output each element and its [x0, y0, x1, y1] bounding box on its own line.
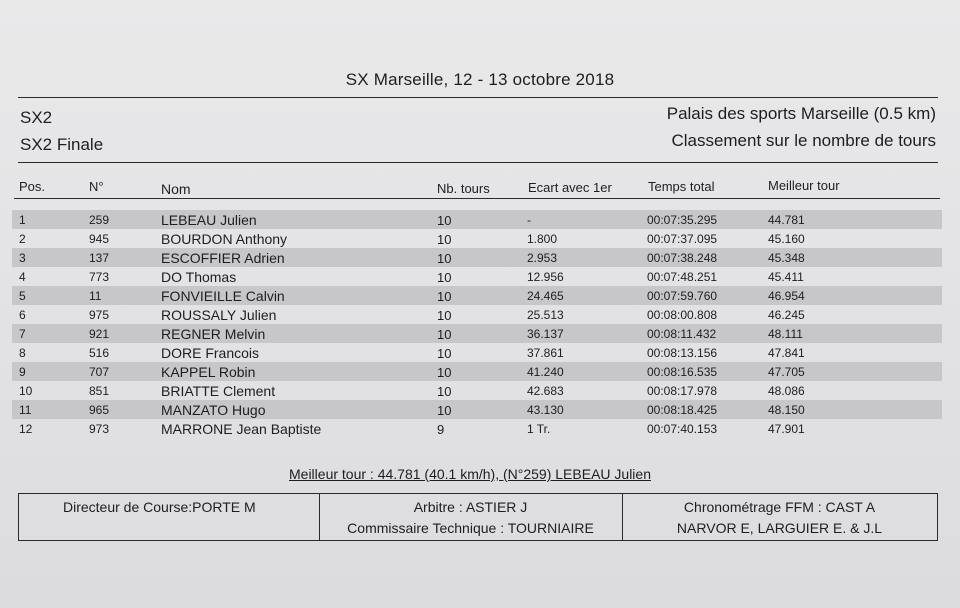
table-row	[12, 210, 942, 229]
cell-best-lap: 45.348	[768, 251, 805, 265]
cell-name: BOURDON Anthony	[161, 231, 288, 247]
cell-laps: 10	[437, 251, 452, 266]
table-row	[12, 381, 942, 400]
race-director: Directeur de Course:PORTE M	[63, 499, 256, 515]
cell-name: KAPPEL Robin	[161, 364, 256, 380]
cell-laps: 10	[437, 270, 452, 285]
venue-label: Palais des sports Marseille (0.5 km)	[666, 104, 936, 123]
cell-pos: 9	[19, 365, 26, 379]
cell-gap: 12.956	[527, 270, 564, 284]
table-row	[12, 400, 942, 419]
cell-total-time: 00:08:17.978	[647, 384, 718, 398]
cell-best-lap: 46.954	[768, 289, 805, 303]
cell-name: MARRONE Jean Baptiste	[161, 421, 322, 437]
category-label: SX2	[20, 108, 53, 127]
session-label: SX2 Finale	[20, 135, 104, 154]
table-row	[12, 305, 942, 324]
cell-pos: 5	[19, 289, 26, 303]
cell-number: 707	[89, 365, 110, 379]
cell-best-lap: 45.411	[768, 270, 804, 284]
timing-line-2: NARVOR E, LARGUIER E. & J.L	[676, 520, 883, 536]
table-row	[12, 286, 942, 305]
cell-total-time: 00:08:13.156	[647, 346, 718, 360]
best-lap-summary: Meilleur tour : 44.781 (40.1 km/h), (N°259) LEBEAU Julien	[289, 466, 651, 482]
table-row	[12, 343, 942, 362]
cell-number: 921	[89, 327, 110, 341]
cell-total-time: 00:07:40.153	[647, 422, 718, 436]
header-top-rule	[18, 97, 938, 98]
cell-pos: 1	[19, 213, 26, 227]
cell-gap: 42.683	[527, 384, 564, 398]
cell-pos: 8	[19, 346, 26, 360]
cell-total-time: 00:08:18.425	[647, 403, 718, 417]
cell-number: 945	[89, 232, 110, 246]
cell-total-time: 00:07:38.248	[647, 251, 718, 265]
cell-best-lap: 47.901	[768, 422, 805, 436]
officials-footer	[18, 493, 938, 541]
timing-cell	[622, 494, 937, 540]
col-laps: Nb. tours	[437, 181, 490, 196]
cell-gap: 41.240	[527, 365, 564, 379]
table-row	[12, 267, 942, 286]
cell-total-time: 00:08:11.432	[647, 327, 717, 341]
cell-gap: -	[527, 213, 531, 227]
cell-total-time: 00:07:48.251	[647, 270, 718, 284]
cell-number: 975	[89, 308, 110, 322]
cell-name: DO Thomas	[161, 269, 237, 285]
cell-laps: 10	[437, 289, 452, 304]
cell-pos: 10	[19, 384, 33, 398]
cell-laps: 10	[437, 232, 452, 247]
cell-pos: 4	[19, 270, 26, 284]
cell-pos: 12	[19, 422, 33, 436]
cell-laps: 10	[437, 384, 452, 399]
cell-total-time: 00:08:00.808	[647, 308, 718, 322]
cell-pos: 11	[19, 403, 32, 417]
cell-gap: 2.953	[527, 251, 558, 265]
cell-number: 516	[89, 346, 110, 360]
cell-pos: 6	[19, 308, 26, 322]
cell-gap: 24.465	[527, 289, 564, 303]
cell-total-time: 00:07:35.295	[647, 213, 718, 227]
cell-gap: 25.513	[527, 308, 564, 322]
cell-best-lap: 48.086	[768, 384, 805, 398]
table-row	[12, 248, 942, 267]
cell-number: 11	[89, 289, 102, 303]
col-best-lap: Meilleur tour	[768, 178, 840, 193]
cell-name: FONVIEILLE Calvin	[161, 288, 285, 304]
cell-pos: 3	[19, 251, 26, 265]
table-row	[12, 362, 942, 381]
event-title: SX Marseille, 12 - 13 octobre 2018	[345, 70, 615, 89]
cell-laps: 10	[437, 346, 452, 361]
cell-number: 973	[89, 422, 110, 436]
cell-name: REGNER Melvin	[161, 326, 266, 342]
cell-total-time: 00:07:37.095	[647, 232, 718, 246]
cell-number: 773	[89, 270, 110, 284]
results-table	[12, 210, 942, 438]
cell-laps: 10	[437, 365, 452, 380]
race-director-cell	[19, 494, 320, 540]
col-pos: Pos.	[19, 179, 46, 194]
col-name: Nom	[161, 181, 191, 197]
cell-laps: 10	[437, 308, 452, 323]
cell-laps: 10	[437, 327, 452, 342]
cell-gap: 36.137	[527, 327, 564, 341]
cell-number: 851	[89, 384, 110, 398]
technical-commissioner: Commissaire Technique : TOURNIAIRE	[347, 520, 594, 536]
cell-best-lap: 47.705	[768, 365, 805, 379]
cell-best-lap: 45.160	[768, 232, 805, 246]
referee: Arbitre : ASTIER J	[413, 499, 528, 515]
referee-cell	[319, 494, 623, 540]
cell-pos: 2	[19, 232, 26, 246]
cell-name: BRIATTE Clement	[161, 383, 276, 399]
ranking-type-label: Classement sur le nombre de tours	[671, 131, 936, 150]
cell-number: 965	[89, 403, 110, 417]
table-row	[12, 324, 942, 343]
col-gap: Ecart avec 1er	[528, 180, 612, 195]
cell-best-lap: 48.111	[768, 327, 803, 341]
cell-laps: 10	[437, 403, 452, 418]
cell-best-lap: 48.150	[768, 403, 805, 417]
cell-best-lap: 46.245	[768, 308, 805, 322]
cell-name: ESCOFFIER Adrien	[161, 250, 285, 266]
cell-number: 259	[89, 213, 110, 227]
cell-pos: 7	[19, 327, 26, 341]
cell-gap: 43.130	[527, 403, 564, 417]
cell-name: ROUSSALY Julien	[161, 307, 277, 323]
cell-laps: 9	[437, 422, 445, 437]
cell-name: LEBEAU Julien	[161, 212, 257, 228]
cell-gap: 37.861	[527, 346, 564, 360]
header-bottom-rule	[18, 162, 938, 163]
cell-name: DORE Francois	[161, 345, 260, 361]
cell-number: 137	[89, 251, 110, 265]
cell-best-lap: 44.781	[768, 213, 805, 227]
col-num: N°	[89, 179, 104, 194]
cell-laps: 10	[437, 213, 452, 228]
cell-best-lap: 47.841	[768, 346, 805, 360]
col-total-time: Temps total	[648, 179, 715, 194]
column-header-rule	[14, 198, 940, 199]
table-row	[12, 229, 942, 248]
cell-gap: 1 Tr.	[527, 422, 551, 436]
cell-total-time: 00:07:59.760	[647, 289, 718, 303]
cell-gap: 1.800	[527, 232, 558, 246]
cell-total-time: 00:08:16.535	[647, 365, 718, 379]
table-row	[12, 419, 942, 438]
cell-name: MANZATO Hugo	[161, 402, 266, 418]
timing-line-1: Chronométrage FFM : CAST A	[683, 499, 876, 515]
